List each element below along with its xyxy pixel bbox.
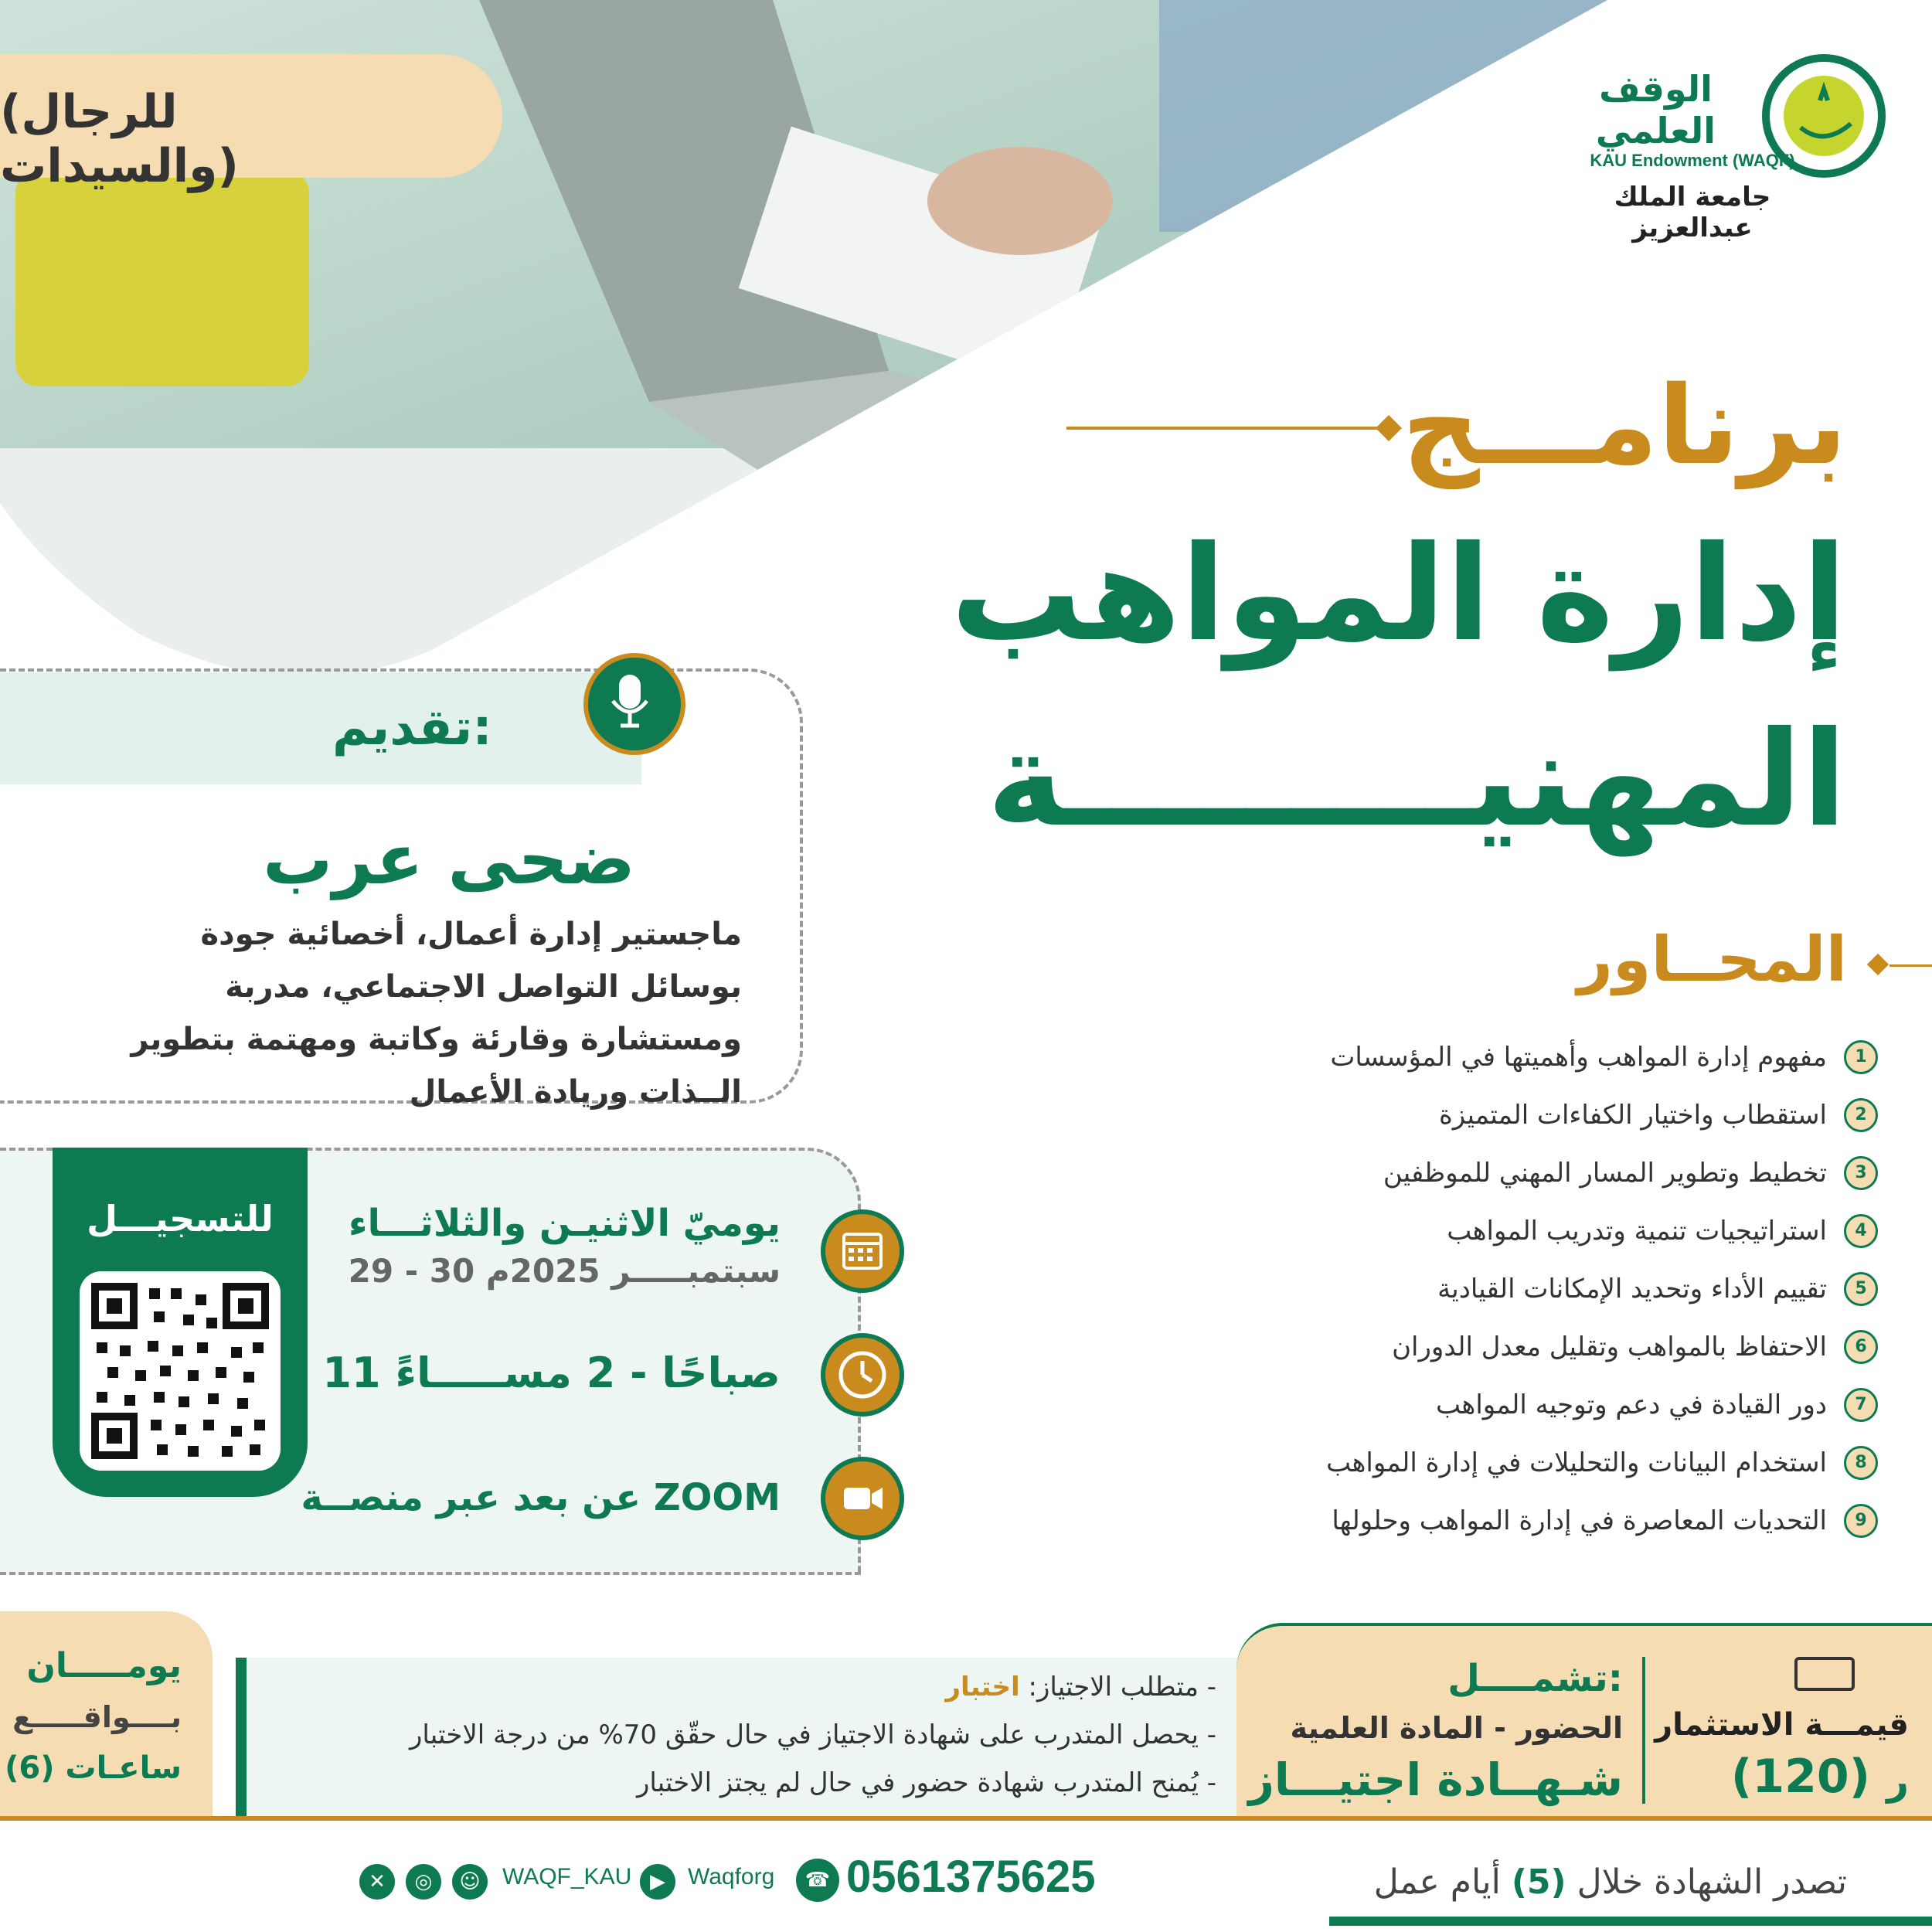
price-value: (120): [1730, 1750, 1870, 1804]
item-text: مفهوم إدارة المواهب وأهميتها في المؤسسات: [1330, 1041, 1827, 1073]
footer: [0, 1824, 1932, 1932]
logo-english-name: KAU Endowment (WAQF): [1590, 151, 1795, 170]
presenter-bio: ماجستير إدارة أعمال، أخصائية جودة بوسائل التواصل الاجتماعي، مدربة ومستشارة وقارئة وكاتبة ومهتمة بتطوير الــذات وريادة الأعمال: [131, 917, 742, 1110]
youtube-icon[interactable]: ▶: [640, 1864, 675, 1900]
item-text: التحديات المعاصرة في إدارة المواهب وحلولها: [1332, 1505, 1827, 1536]
list-item: [873, 1086, 1878, 1144]
list-item: [873, 1028, 1878, 1086]
item-text: استخدام البيانات والتحليلات في إدارة المواهب: [1326, 1447, 1827, 1478]
item-number: 1: [1844, 1040, 1878, 1074]
schedule-dates: 29 - 30 سبتمبـــــر 2025م: [348, 1252, 781, 1290]
schedule-days: يوميّ الاثنيـن والثلاثـــاء: [349, 1202, 781, 1245]
item-text: استقطاب واختيار الكفاءات المتميزة: [1438, 1099, 1827, 1131]
youtube-handle[interactable]: Waqforg: [688, 1864, 775, 1889]
audience-badge: (للرجال والسيدات): [0, 54, 502, 178]
list-item: [873, 1144, 1878, 1202]
includes-certificate: شـهــادة اجتيـــاز: [1248, 1753, 1623, 1806]
item-number: 3: [1844, 1156, 1878, 1190]
item-number: 7: [1844, 1388, 1878, 1422]
includes-divider: [1642, 1657, 1645, 1804]
list-item: [873, 1434, 1878, 1492]
item-number: 2: [1844, 1098, 1878, 1132]
logo-university: جامعة الملك عبدالعزيز: [1614, 182, 1771, 243]
schedule-platform: عن بعد عبر منصــة ZOOM: [301, 1476, 781, 1519]
clock-icon: [821, 1333, 904, 1417]
presenter-name: ضحى عرب: [263, 819, 636, 900]
instagram-icon[interactable]: ◎: [406, 1864, 441, 1900]
axes-rule-diamond: [1867, 954, 1889, 975]
item-number: 9: [1844, 1504, 1878, 1538]
presenter-header: [0, 672, 641, 784]
price-label: قيمـــة الاستثمار: [1655, 1707, 1909, 1743]
list-item: [873, 1318, 1878, 1376]
video-camera-icon: [821, 1457, 904, 1540]
microphone-icon: [583, 653, 685, 755]
item-number: 5: [1844, 1272, 1878, 1306]
money-icon: [1794, 1657, 1855, 1691]
social-handle[interactable]: WAQF_KAU: [502, 1864, 632, 1889]
program-label: برنامـــج: [1402, 363, 1847, 489]
requirement-line2: - يحصل المتدرب على شهادة الاجتياز في حال حقّق 70% من درجة الاختبار: [410, 1719, 1216, 1750]
x-icon[interactable]: ✕: [359, 1864, 395, 1900]
item-number: 4: [1844, 1214, 1878, 1248]
duration-line3: (6) ساعـات: [5, 1750, 182, 1786]
phone-number[interactable]: 0561375625: [846, 1852, 1096, 1902]
item-text: تقييم الأداء وتحديد الإمكانات القيادية: [1437, 1273, 1827, 1304]
list-item: [873, 1376, 1878, 1434]
item-text: تخطيط وتطوير المسار المهني للموظفين: [1383, 1157, 1827, 1189]
snapchat-icon[interactable]: ☺: [452, 1864, 488, 1900]
bottom-rule: [0, 1816, 1932, 1821]
list-item: [873, 1202, 1878, 1260]
registration-qr-code[interactable]: [80, 1271, 281, 1471]
includes-items: الحضور - المادة العلمية: [1290, 1711, 1623, 1745]
includes-box: [1236, 1623, 1932, 1819]
axes-title: المحــاور: [1577, 923, 1847, 995]
item-text: استراتيجيات تنمية وتدريب المواهب: [1447, 1215, 1827, 1247]
kau-waqf-logo: [1553, 54, 1886, 247]
calendar-icon: [821, 1209, 904, 1293]
item-text: الاحتفاظ بالمواهب وتقليل معدل الدوران: [1392, 1331, 1827, 1362]
duration-line1: يومـــــان: [26, 1646, 182, 1685]
requirement-line1: [945, 1672, 1216, 1702]
requirements-box: [236, 1658, 1240, 1816]
requirement-label: - متطلب الاجتياز:: [1019, 1672, 1216, 1702]
whatsapp-icon[interactable]: ☎: [796, 1859, 839, 1902]
footer-accent-bar: [1329, 1917, 1932, 1926]
axes-list: [873, 1028, 1878, 1549]
item-text: دور القيادة في دعم وتوجيه المواهب: [1436, 1389, 1827, 1420]
includes-label: تشمــــل:: [1447, 1657, 1623, 1700]
requirement-line3: - يُمنح المتدرب شهادة حضور في حال لم يجتز الاختبار: [636, 1767, 1216, 1798]
program-title-line1: إدارة المواهب: [951, 518, 1847, 671]
title-rule: [1066, 427, 1383, 430]
list-item: [873, 1260, 1878, 1318]
presenter-label: تقديم:: [332, 699, 492, 757]
item-number: 8: [1844, 1446, 1878, 1480]
requirement-value: اختبار: [945, 1672, 1020, 1702]
item-number: 6: [1844, 1330, 1878, 1364]
duration-line2: بــــواقـــــع: [12, 1700, 182, 1734]
list-item: [873, 1492, 1878, 1549]
logo-arabic-name: الوقف العلمي: [1595, 68, 1716, 151]
certificate-note: تصدر الشهادة خلال (5) أيام عمل: [1373, 1862, 1847, 1902]
duration-box: [0, 1611, 213, 1816]
program-title-line2: المهنيـــــــــة: [986, 703, 1847, 856]
riyal-icon: ر: [1886, 1759, 1909, 1804]
axes-rule: [1889, 964, 1932, 967]
schedule-time: 11 صباحًا - 2 مســـــاءً: [322, 1349, 781, 1397]
registration-label: للتسجيـــل: [87, 1198, 274, 1240]
